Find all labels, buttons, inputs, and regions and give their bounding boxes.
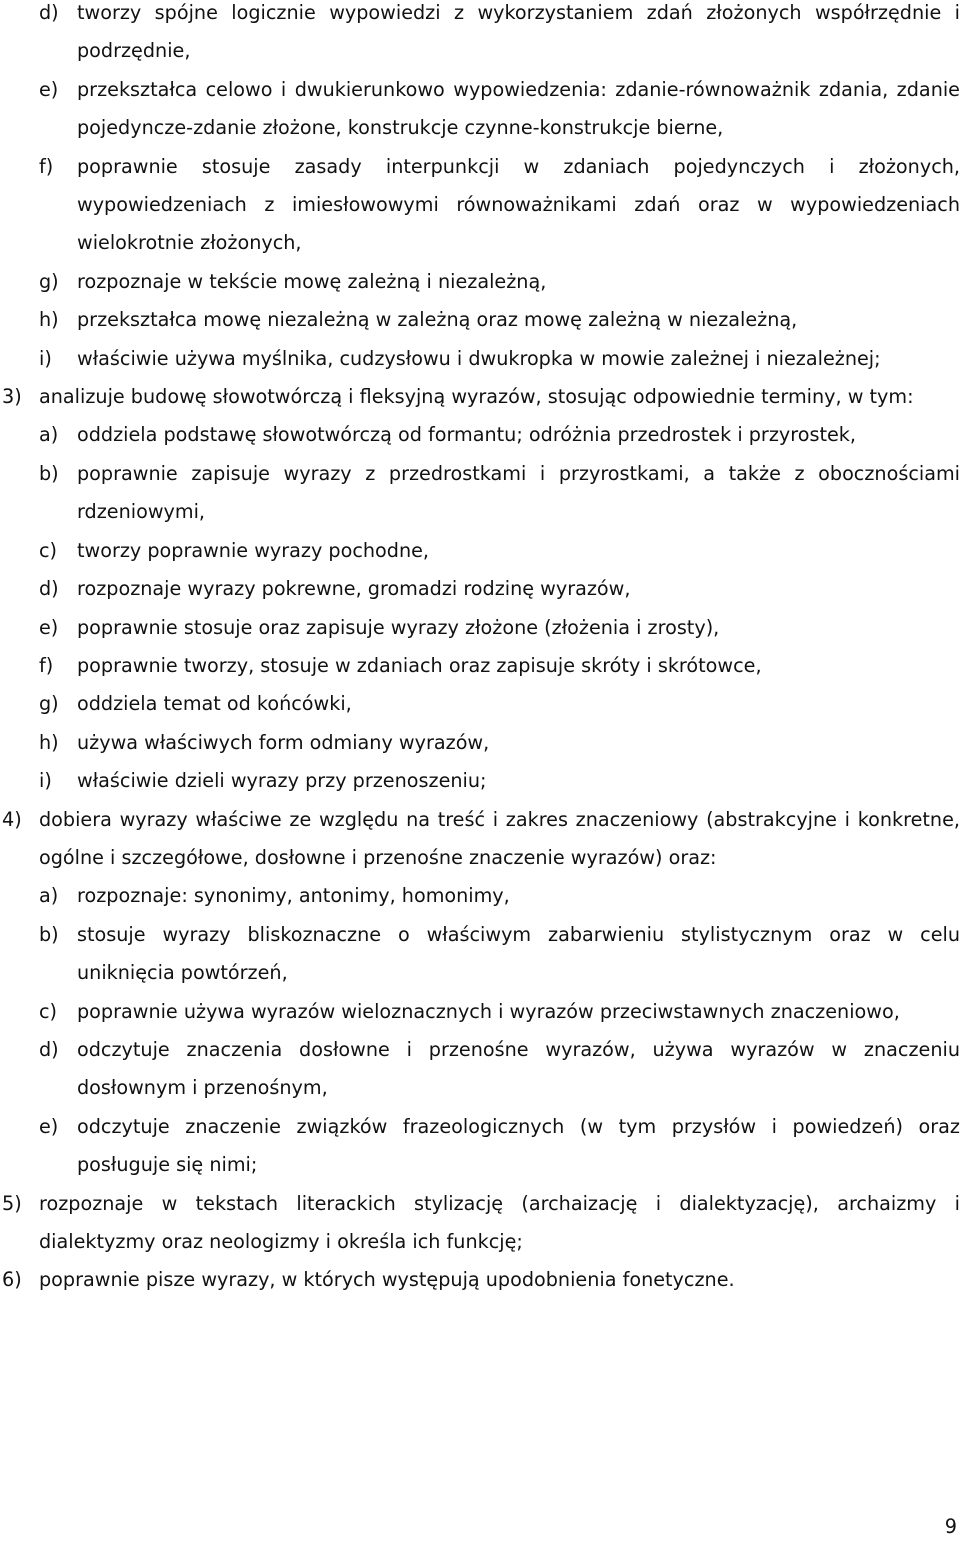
list-marker: g) — [39, 269, 59, 293]
list-marker: 4) — [2, 807, 22, 831]
list-marker: h) — [39, 308, 59, 332]
list-item — [0, 532, 960, 570]
list-marker: c) — [39, 999, 58, 1023]
list-item-text: rozpoznaje: synonimy, antonimy, homonimy, — [77, 884, 510, 908]
list-item-text: poprawnie stosuje zasady interpunkcji w zdaniach pojedynczych i złożonych, wypowiedzeniach z imiesłowowymi równoważnikami zdań oraz w wypowiedzeniach wielokrotnie złożonych, — [77, 154, 960, 255]
list-item — [0, 762, 960, 800]
list-item — [0, 647, 960, 685]
list-item — [0, 877, 960, 915]
list-item — [0, 455, 960, 532]
list-item — [0, 685, 960, 723]
list-marker: e) — [39, 615, 59, 639]
list-marker: a) — [39, 423, 59, 447]
list-item-text: rozpoznaje w tekście mowę zależną i niezależną, — [77, 269, 547, 293]
list-item-text: poprawnie tworzy, stosuje w zdaniach oraz zapisuje skróty i skrótowce, — [77, 653, 762, 677]
list-item — [0, 1031, 960, 1108]
list-marker: 3) — [2, 385, 22, 409]
list-item-text: właściwie dzieli wyrazy przy przenoszeniu; — [77, 769, 487, 793]
list-marker: d) — [39, 577, 59, 601]
list-marker: d) — [39, 1, 59, 24]
list-item-text: dobiera wyrazy właściwe ze względu na treść i zakres znaczeniowy (abstrakcyjne i konkretne, ogólne i szczegółowe, dosłowne i przenośne znaczenie wyrazów) oraz: — [39, 807, 960, 869]
list-item-text: odczytuje znaczenia dosłowne i przenośne wyrazów, używa wyrazów w znaczeniu dosłownym i przenośnym, — [77, 1037, 960, 1100]
list-item-text: poprawnie stosuje oraz zapisuje wyrazy złożone (złożenia i zrosty), — [77, 615, 720, 639]
list-marker: b) — [39, 922, 59, 946]
list-marker: g) — [39, 692, 59, 716]
list-item-text: rozpoznaje wyrazy pokrewne, gromadzi rodzinę wyrazów, — [77, 577, 631, 601]
list-marker: f) — [39, 653, 54, 677]
list-item — [0, 301, 960, 339]
list-item-text: oddziela temat od końcówki, — [77, 692, 352, 716]
list-item-text: oddziela podstawę słowotwórczą od formantu; odróżnia przedrostek i przyrostek, — [77, 423, 856, 447]
list-item — [0, 570, 960, 608]
list-item — [0, 71, 960, 148]
list-item — [0, 1185, 960, 1262]
list-marker: a) — [39, 884, 59, 908]
list-item-text: poprawnie używa wyrazów wieloznacznych i wyrazów przeciwstawnych znaczeniowo, — [77, 999, 900, 1023]
list-item-text: poprawnie zapisuje wyrazy z przedrostkami i przyrostkami, a także z obocznościami rdzeniowymi, — [77, 461, 960, 524]
list-item-text: przekształca mowę niezależną w zależną oraz mowę zależną w niezależną, — [77, 308, 798, 332]
list-marker: 6) — [2, 1268, 22, 1292]
list-item-text: rozpoznaje w tekstach literackich stylizację (archaizację i dialektyzację), archaizmy i dialektyzmy oraz neologizmy i określa ich funkcję; — [39, 1191, 960, 1253]
list-marker: i) — [39, 346, 52, 370]
page-number: 9 — [944, 1515, 957, 1538]
list-item — [0, 1108, 960, 1185]
list-marker: i) — [39, 769, 52, 793]
list-item-text: analizuje budowę słowotwórczą i fleksyjną wyrazów, stosując odpowiednie terminy, w tym: — [39, 385, 914, 409]
list-item — [0, 609, 960, 647]
list-item — [0, 340, 960, 378]
list-marker: f) — [39, 154, 54, 178]
list-item-text: poprawnie pisze wyrazy, w których występują upodobnienia fonetyczne. — [39, 1268, 735, 1292]
list-item — [0, 148, 960, 263]
list-item — [0, 993, 960, 1031]
list-item — [0, 263, 960, 301]
list-item-text: przekształca celowo i dwukierunkowo wypowiedzenia: zdanie-równoważnik zdania, zdanie pojedyncze-zdanie złożone, konstrukcje czynne-konstrukcje bierne, — [77, 77, 960, 140]
list-marker: e) — [39, 1114, 59, 1138]
list-item-text: tworzy poprawnie wyrazy pochodne, — [77, 538, 430, 562]
list-item — [0, 724, 960, 762]
list-item — [0, 916, 960, 993]
list-item-text: tworzy spójne logicznie wypowiedzi z wykorzystaniem zdań złożonych współrzędnie i podrzędnie, — [77, 1, 960, 63]
list-marker: h) — [39, 730, 59, 754]
list-item — [0, 801, 960, 878]
list-item — [0, 378, 960, 416]
list-marker: 5) — [2, 1191, 22, 1215]
list-item — [0, 0, 960, 71]
list-item-text: odczytuje znaczenie związków frazeologicznych (w tym przysłów i powiedzeń) oraz posługuje się nimi; — [77, 1114, 960, 1177]
list-item — [0, 1261, 960, 1299]
list-item — [0, 416, 960, 454]
list-item-text: właściwie używa myślnika, cudzysłowu i dwukropka w mowie zależnej i niezależnej; — [77, 346, 881, 370]
list-marker: c) — [39, 538, 58, 562]
list-marker: d) — [39, 1037, 59, 1061]
list-marker: e) — [39, 77, 59, 101]
list-item-text: stosuje wyrazy bliskoznaczne o właściwym zabarwieniu stylistycznym oraz w celu uniknięcia powtórzeń, — [77, 922, 960, 985]
list-item-text: używa właściwych form odmiany wyrazów, — [77, 730, 490, 754]
list-marker: b) — [39, 461, 59, 485]
